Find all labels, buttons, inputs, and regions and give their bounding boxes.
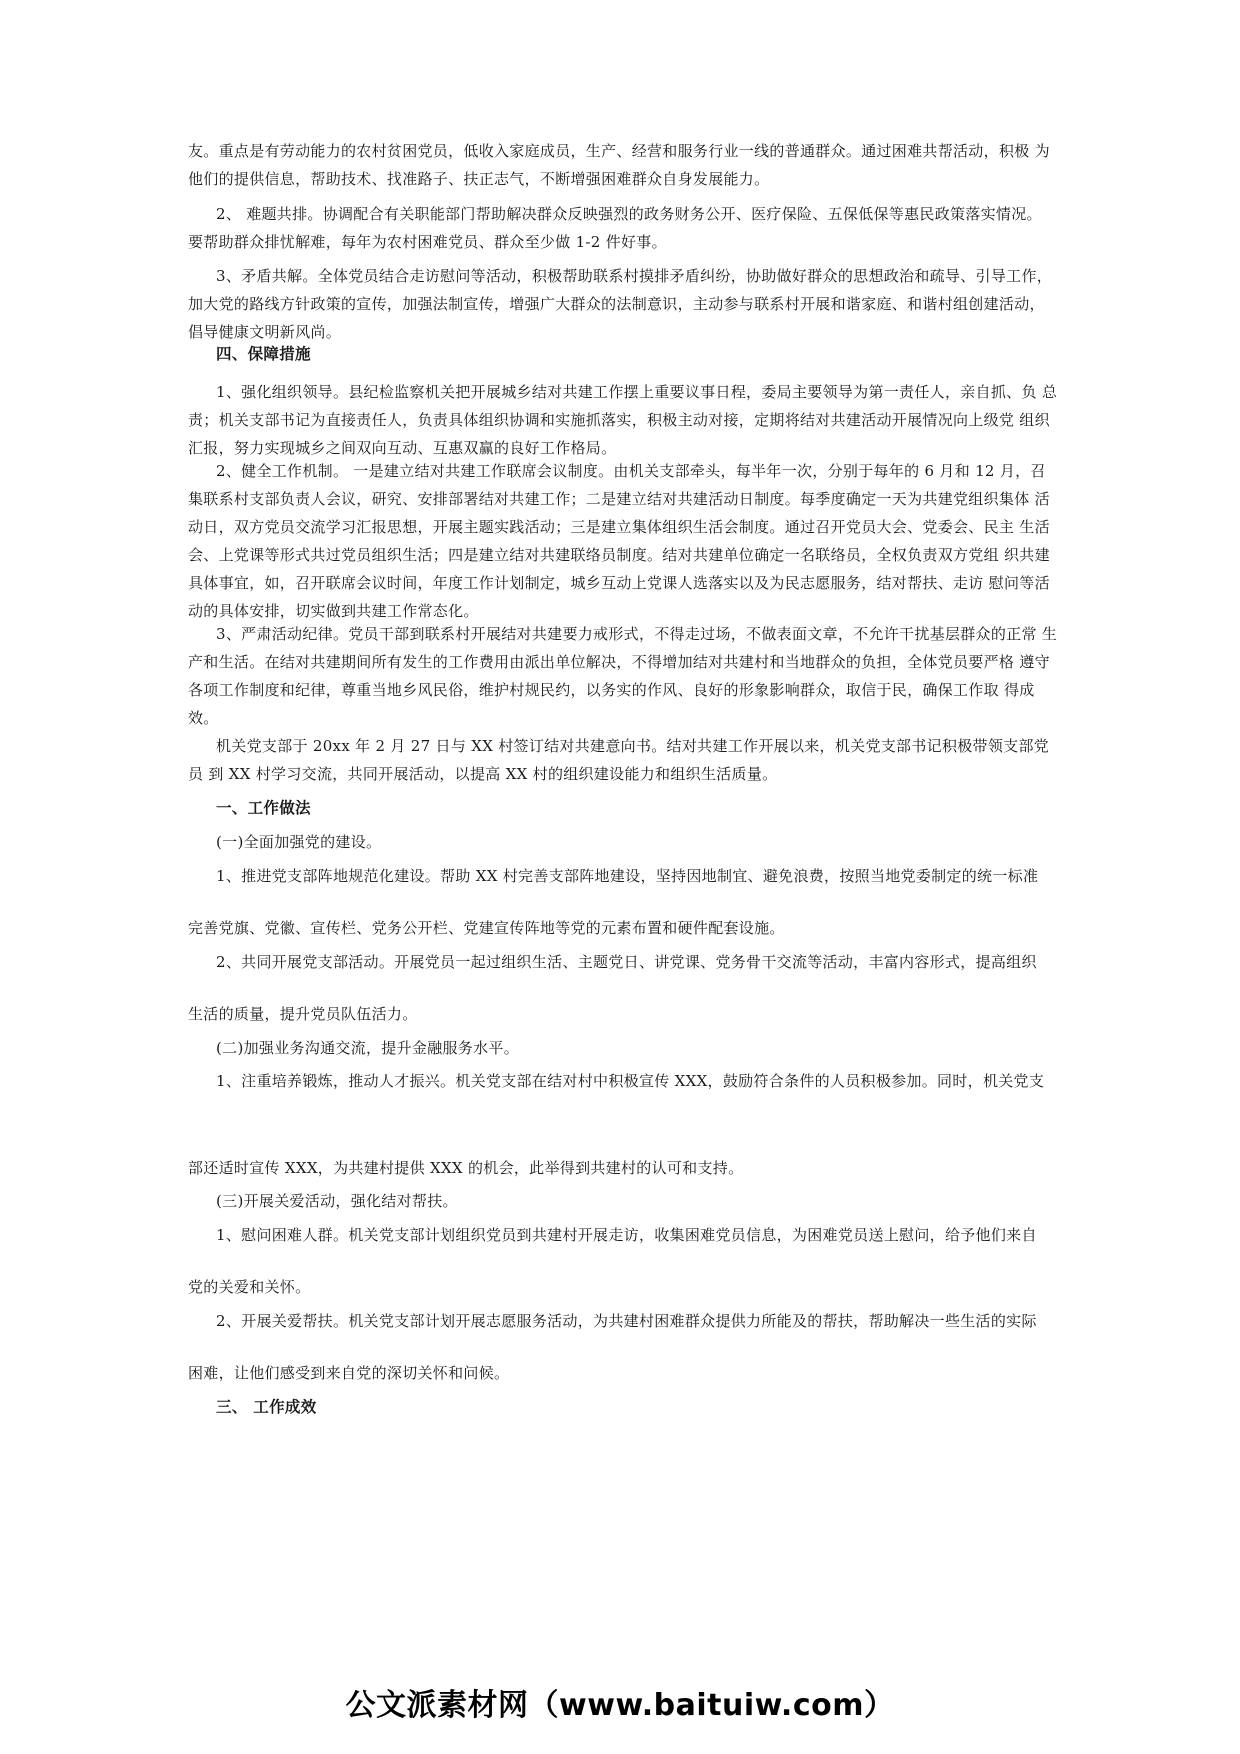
section-heading: 一、工作做法 — [216, 799, 311, 817]
paragraph: 1、注重培养锻炼，推动人才振兴。机关党支部在结对村中积极宣传 XXX，鼓励符合条件的人员积极参加。同时，机关党支 — [216, 1072, 1045, 1090]
paragraph: 1、推进党支部阵地规范化建设。帮助 XX 村完善支部阵地建设，坚持因地制宜、避免浪费，按照当地党委制定的统一标准 — [216, 867, 1039, 885]
paragraph: 机关党支部于 20xx 年 2 月 27 日与 XX 村签订结对共建意向书。结对共建工作开展以来，机关党支部书记积极带领支部党员 到 XX 村学习交流，共同开展活动，以提高 XX 村的组织建设能力和组织生活质量。 — [188, 737, 1050, 783]
subheading: (二)加强业务沟通交流，提升金融服务水平。 — [216, 1039, 520, 1057]
section-heading: 三、 工作成效 — [216, 1398, 317, 1416]
subheading: (三)开展关爱活动，强化结对帮扶。 — [216, 1192, 458, 1210]
paragraph: 2、共同开展党支部活动。开展党员一起过组织生活、主题党日、讲党课、党务骨干交流等活动，丰富内容形式，提高组织 — [216, 953, 1037, 971]
paragraph: 2、 难题共排。协调配合有关职能部门帮助解决群众反映强烈的政务财务公开、医疗保险、五保低保等惠民政策落实情况。 要帮助群众排忧解难，每年为农村困难党员、群众至少做 1-2 件好事。 — [188, 205, 1042, 251]
paragraph: 1、强化组织领导。县纪检监察机关把开展城乡结对共建工作摆上重要议事日程，委局主要领导为第一责任人，亲自抓、负 总责；机关支部书记为直接责任人，负责具体组织协调和实施抓落实，积极主动对接，定期将结对共建活动开展情况向上级党 组织汇报，努力实现城乡之间双向互动、互惠双赢的良好工作格局。 — [188, 383, 1058, 457]
paragraph: 党的关爱和关怀。 — [188, 1278, 311, 1296]
subheading: (一)全面加强党的建设。 — [216, 833, 382, 851]
paragraph: 3、严肃活动纪律。党员干部到联系村开展结对共建要力戒形式，不得走过场，不做表面文章，不允许干扰基层群众的正常 生产和生活。在结对共建期间所有发生的工作费用由派出单位解决，不得增加结对共建村和当地群众的负担，全体党员要严格 遵守各项工作制度和纪律，尊重当地乡风民俗，维护村规民约，以务实的作风、良好的形象影响群众，取信于民，确保工作取 得成效。 — [188, 625, 1058, 727]
paragraph: 2、开展关爱帮扶。机关党支部计划开展志愿服务活动，为共建村困难群众提供力所能及的帮扶，帮助解决一些生活的实际 — [216, 1312, 1037, 1330]
paragraph: 3、矛盾共解。全体党员结合走访慰问等活动，积极帮助联系村摸排矛盾纠纷，协助做好群众的思想政治和疏导、引导工作， 加大党的路线方针政策的宣传，加强法制宣传，增强广大群众的法制意识，主动参与联系村开展和谐家庭、和谐村组创建活动， 倡导健康文明新风尚。 — [188, 267, 1053, 341]
paragraph: 生活的质量，提升党员队伍活力。 — [188, 1005, 418, 1023]
paragraph: 2、健全工作机制。 一是建立结对共建工作联席会议制度。由机关支部牵头，每半年一次，分别于每年的 6 月和 12 月，召 集联系村支部负责人会议，研究、安排部署结对共建工作；二是建立结对共建活动日制度。每季度确定一天为共建党组织集体 活动日，双方党员交流学习汇报思想，开展主题实践活动；三是建立集体组织生活会制度。通过召开党员大会、党委会、民主 生活会、上党课等形式共过党员组织生活；四是建立结对共建联络员制度。结对共建单位确定一名联络员，全权负责双方党组 织共建具体事宜，如，召开联席会议时间，年度工作计划制定，城乡互动上党课人选落实以及为民志愿服务，结对帮扶、走访 慰问等活动的具体安排，切实做到共建工作常态化。 — [188, 462, 1050, 620]
section-heading: 四、保障措施 — [216, 345, 311, 363]
paragraph: 1、慰问困难人群。机关党支部计划组织党员到共建村开展走访，收集困难党员信息，为困难党员送上慰问，给予他们来自 — [216, 1226, 1037, 1244]
paragraph: 完善党旗、党徽、宣传栏、党务公开栏、党建宣传阵地等党的元素布置和硬件配套设施。 — [188, 919, 785, 937]
paragraph: 部还适时宣传 XXX，为共建村提供 XXX 的机会，此举得到共建村的认可和支持。 — [188, 1159, 744, 1177]
footer-watermark: 公文派素材网（www.baituiw.com） — [345, 1688, 895, 1723]
paragraph: 困难，让他们感受到来自党的深切关怀和问候。 — [188, 1364, 510, 1382]
paragraph: 友。重点是有劳动能力的农村贫困党员，低收入家庭成员，生产、经营和服务行业一线的普通群众。通过困难共帮活动，积极 为他们的提供信息，帮助技术、找准路子、扶正志气，不断增强困难群众自身发展能力。 — [188, 142, 1050, 188]
